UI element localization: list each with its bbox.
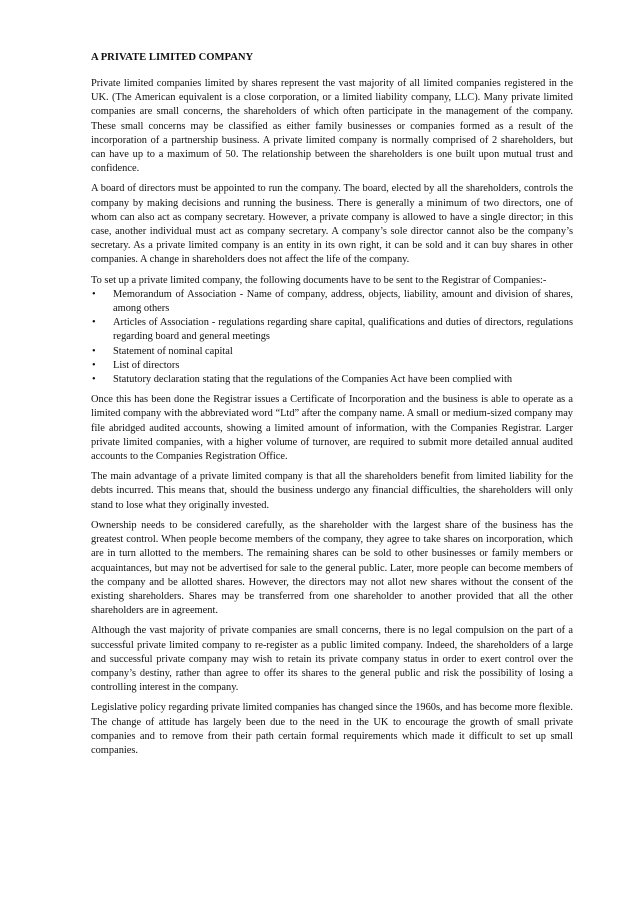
bullet-icon: • <box>92 345 96 357</box>
paragraph-setup: To set up a private limited company, the following documents have to be sent to the Registrar of Companies:- <box>91 274 547 286</box>
list-item <box>91 316 573 344</box>
list-item-text: Articles of Association - regulations regarding share capital, qualifications and duties of directors, regulations regarding board and general meetings <box>113 317 573 343</box>
list-item-text: Statement of nominal capital <box>113 345 233 357</box>
list-item-text: Memorandum of Association - Name of company, address, objects, liability, amount and division of shares, among others <box>113 288 573 315</box>
list-item <box>91 288 573 316</box>
list-item-text: Statutory declaration stating that the regulations of the Companies Act have been complied with <box>113 374 513 386</box>
page-title: A PRIVATE LIMITED COMPANY <box>91 52 254 63</box>
bullet-icon: • <box>92 288 96 300</box>
paragraph-intro: Private limited companies limited by shares represent the vast majority of all limited companies registered in the UK. (The American equivalent is a close corporation, or a limited liability company, LLC). Many private limited companies are small concerns, the shareholders of which often participate in the management of the company. These small concerns may be classified as either family businesses or companies formed as a result of the incorporation of a partnership business. A private limited company is normally comprised of 2 shareholders, but can have up to a maximum of 50. The relationship between the shareholders is one built upon mutual trust and confidence. <box>91 78 573 175</box>
paragraph-board-of-directors: A board of directors must be appointed to run the company. The board, elected by all the shareholders, controls the company by making decisions and running the business. There is generally a minimum of two directors, one of whom can also act as company secretary. However, a private company is allowed to have a single director; in this case, another individual must act as company secretary. A company’s sole director cannot also be the company’s secretary. As a private limited company is an entity in its own right, it can be sold and it can buy shares in other companies. A change in shareholders does not affect the life of the company. <box>91 183 573 266</box>
paragraph-legislative-policy: Legislative policy regarding private limited companies has changed since the 1960s, and has become more flexible. The change of attitude has largely been due to the need in the UK to encourage the growth of small private companies and to remove from their path certain formal requirements which made it difficult to set up small companies. <box>91 702 573 756</box>
bullet-icon: • <box>92 317 96 329</box>
documents-list <box>91 288 573 387</box>
list-item <box>91 345 573 359</box>
list-item <box>91 359 573 373</box>
bullet-icon: • <box>92 359 96 371</box>
document-page <box>91 51 573 764</box>
list-item-text: List of directors <box>113 359 180 371</box>
paragraph-ownership: Ownership needs to be considered carefully, as the shareholder with the largest share of the business has the greatest control. When people become members of the company, they agree to take shares on incorporation, which are in turn allotted to the members. The remaining shares can be sold to other businesses or family members or acquaintances, but may not be advertised for sale to the general public. Later, more people can become members of the company and be allotted shares. However, the directors may not allot new shares without the consent of the existing shareholders. Shares may be transferred from one shareholder to another provided that all the other shareholders are in agreement. <box>91 519 573 617</box>
paragraph-certificate: Once this has been done the Registrar issues a Certificate of Incorporation and the business is able to operate as a limited company with the abbreviated word “Ltd” after the company name. A small or medium-sized company may file abridged audited accounts, showing a limited amount of information, with the Companies Registrar. Larger private limited companies, with a higher volume of turnover, are required to submit more detailed annual audited accounts to the Companies Registration Office. <box>91 394 573 463</box>
list-item <box>91 373 573 387</box>
bullet-icon: • <box>92 374 96 386</box>
paragraph-advantage: The main advantage of a private limited company is that all the shareholders benefit from limited liability for the debts incurred. This means that, should the business undergo any financial difficulties, the shareholders will only stand to lose what they originally invested. <box>91 471 573 511</box>
paragraph-re-register: Although the vast majority of private companies are small concerns, there is no legal compulsion on the part of a successful private limited company to re-register as a public limited company. Indeed, the shareholders of a large and successful private company may wish to retain its private company status in order to exert control over the company’s destiny, rather than agree to offer its shares to the general public and risk the possibility of losing a controlling interest in the company. <box>91 625 573 694</box>
